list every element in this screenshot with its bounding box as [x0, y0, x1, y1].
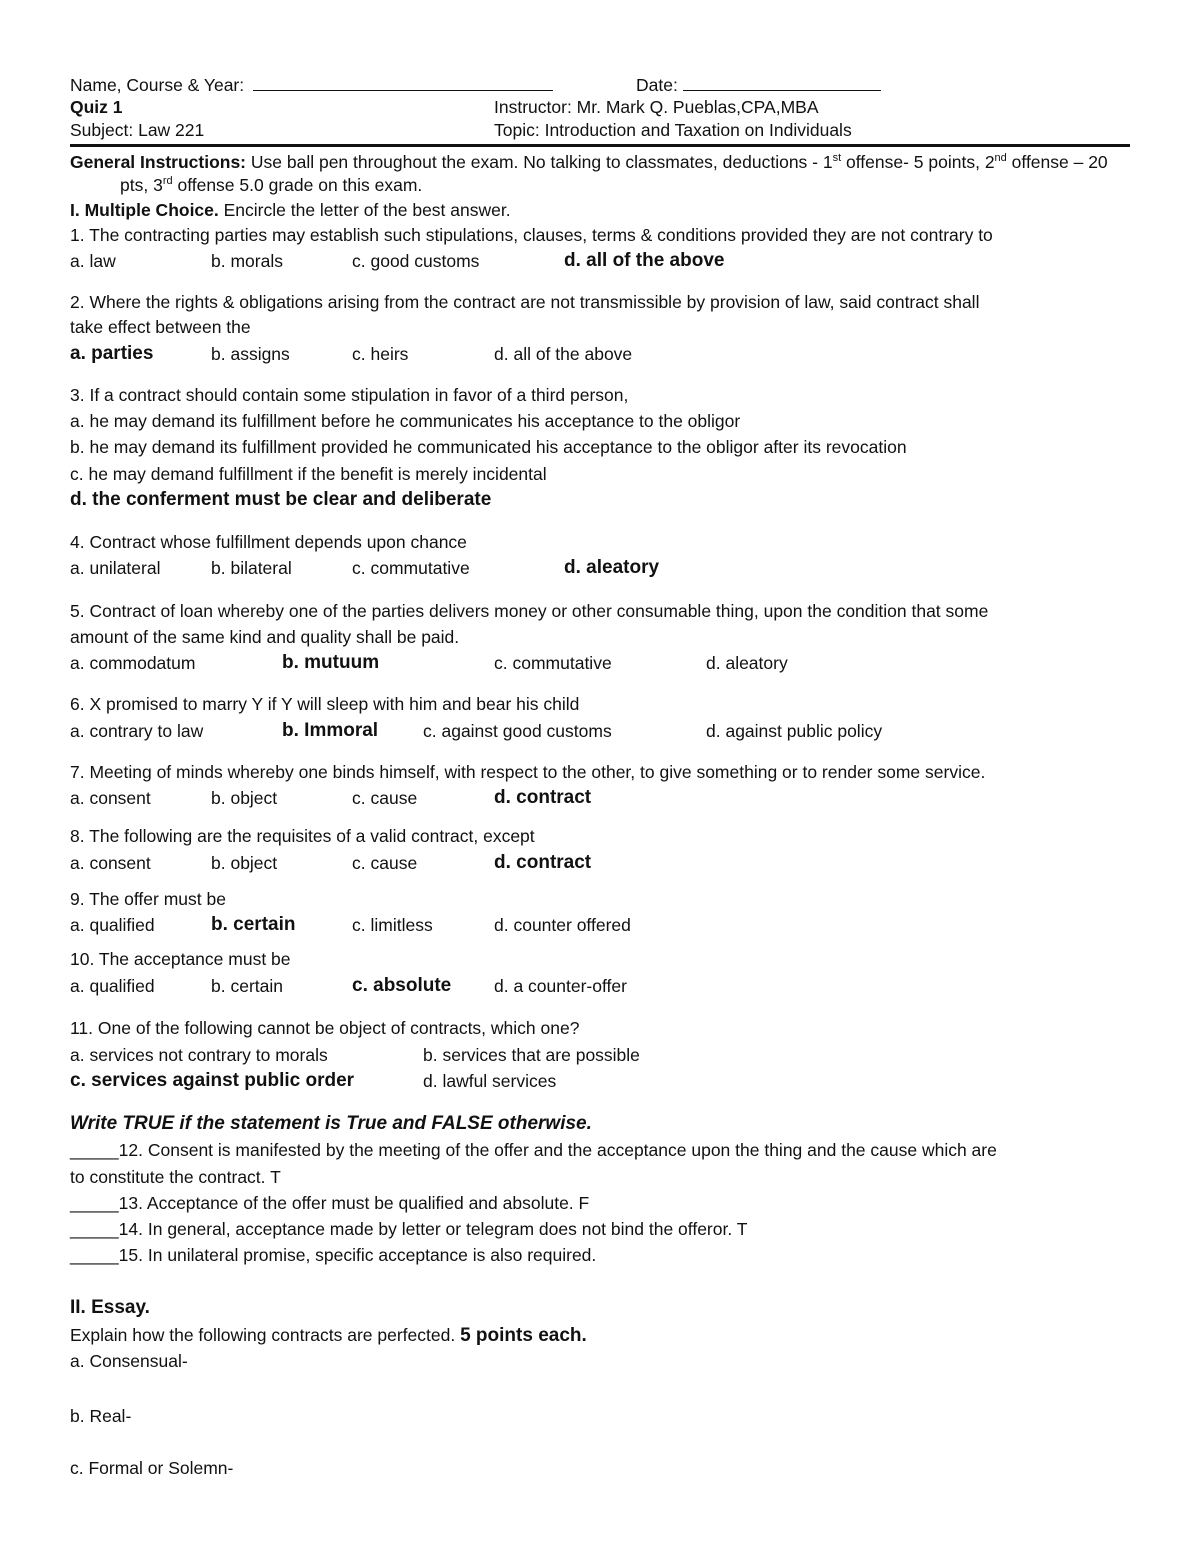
q11-choice-d[interactable]: d. lawful services: [423, 1071, 557, 1091]
tf-q14-text: 14. In general, acceptance made by letter or telegram does not bind the offeror. T: [118, 1219, 748, 1239]
q10-choice-c[interactable]: c. absolute: [352, 975, 452, 996]
sup-rd: rd: [162, 175, 173, 188]
q3-text: 3. If a contract should contain some stipulation in favor of a third person,: [70, 385, 629, 405]
q6-choice-c[interactable]: c. against good customs: [423, 721, 612, 741]
answer-blank[interactable]: _____: [70, 1140, 119, 1160]
essay-item-c[interactable]: c. Formal or Solemn-: [70, 1458, 234, 1478]
q2-choice-b[interactable]: b. assigns: [211, 344, 290, 364]
q5-choice-b[interactable]: b. mutuum: [282, 652, 380, 673]
answer-blank[interactable]: _____: [70, 1219, 119, 1239]
q7-text: 7. Meeting of minds whereby one binds himself, with respect to the other, to give something or to render some service.: [70, 762, 986, 782]
tf-q13-text: 13. Acceptance of the offer must be qualified and absolute. F: [118, 1193, 590, 1213]
tf-q15: [70, 1245, 596, 1265]
q4-choice-d[interactable]: d. aleatory: [564, 557, 660, 578]
q8-choice-a[interactable]: a. consent: [70, 853, 151, 873]
part1-instruction: Encircle the letter of the best answer.: [218, 200, 511, 220]
q3-choice-d[interactable]: d. the conferment must be clear and deliberate: [70, 489, 492, 510]
q8-choice-c[interactable]: c. cause: [352, 853, 418, 873]
q10-text: 10. The acceptance must be: [70, 949, 291, 969]
q2-text-cont: take effect between the: [70, 317, 251, 337]
tf-q12-text: 12. Consent is manifested by the meeting of the offer and the acceptance upon the thing and the cause which are: [118, 1140, 997, 1160]
date-label: Date:: [636, 75, 678, 95]
tf-title: Write TRUE if the statement is True and FALSE otherwise.: [70, 1113, 592, 1134]
essay-instruction: [70, 1325, 587, 1347]
answer-blank[interactable]: _____: [70, 1193, 119, 1213]
q9-choice-a[interactable]: a. qualified: [70, 915, 155, 935]
quiz-title: Quiz 1: [70, 97, 123, 117]
q1-choice-c[interactable]: c. good customs: [352, 251, 480, 271]
q5-text: 5. Contract of loan whereby one of the parties delivers money or other consumable thing, upon the condition that some: [70, 601, 989, 621]
sup-nd: nd: [994, 152, 1007, 165]
instructions-text: offense – 20: [1006, 152, 1108, 172]
q4-choice-a[interactable]: a. unilateral: [70, 558, 161, 578]
tf-q12-cont: to constitute the contract. T: [70, 1167, 281, 1187]
q1-choice-d[interactable]: d. all of the above: [564, 250, 725, 271]
q5-choice-a[interactable]: a. commodatum: [70, 653, 196, 673]
q4-choice-b[interactable]: b. bilateral: [211, 558, 292, 578]
instructor: Instructor: Mr. Mark Q. Pueblas,CPA,MBA: [494, 97, 819, 117]
q5-choice-c[interactable]: c. commutative: [494, 653, 612, 673]
q8-choice-d[interactable]: d. contract: [494, 852, 592, 873]
topic: Topic: Introduction and Taxation on Individuals: [494, 120, 852, 140]
tf-q12: [70, 1140, 997, 1160]
q11-choice-a[interactable]: a. services not contrary to morals: [70, 1045, 328, 1065]
q6-choice-b[interactable]: b. Immoral: [282, 720, 379, 741]
q7-choice-b[interactable]: b. object: [211, 788, 278, 808]
instructions-label: General Instructions:: [70, 152, 247, 172]
q5-text-cont: amount of the same kind and quality shall be paid.: [70, 627, 460, 647]
name-label: Name, Course & Year:: [70, 75, 245, 95]
general-instructions: [70, 152, 1108, 172]
q7-choice-c[interactable]: c. cause: [352, 788, 418, 808]
q9-choice-b[interactable]: b. certain: [211, 914, 296, 935]
essay-item-a[interactable]: a. Consensual-: [70, 1351, 188, 1371]
q1-choice-b[interactable]: b. morals: [211, 251, 283, 271]
q11-choice-c[interactable]: c. services against public order: [70, 1070, 355, 1091]
q1-choice-a[interactable]: a. law: [70, 251, 116, 271]
q9-choice-d[interactable]: d. counter offered: [494, 915, 631, 935]
header-divider: [70, 144, 1130, 147]
essay-points: 5 points each.: [460, 1325, 587, 1346]
q11-text: 11. One of the following cannot be object of contracts, which one?: [70, 1018, 580, 1038]
essay-item-b[interactable]: b. Real-: [70, 1406, 132, 1426]
instructions-text: pts, 3: [120, 175, 163, 195]
tf-q14: [70, 1219, 747, 1239]
q2-choice-a[interactable]: a. parties: [70, 343, 154, 364]
subject: Subject: Law 221: [70, 120, 205, 140]
q3-choice-b[interactable]: b. he may demand its fulfillment provided he communicated his acceptance to the obligor after its revocation: [70, 437, 907, 457]
date-blank[interactable]: [683, 73, 881, 91]
q10-choice-a[interactable]: a. qualified: [70, 976, 155, 996]
q5-choice-d[interactable]: d. aleatory: [706, 653, 788, 673]
q8-text: 8. The following are the requisites of a valid contract, except: [70, 826, 535, 846]
instructions-text: offense- 5 points, 2: [841, 152, 995, 172]
q11-choice-b[interactable]: b. services that are possible: [423, 1045, 640, 1065]
essay-instruction-text: Explain how the following contracts are perfected.: [70, 1325, 461, 1345]
tf-q15-text: 15. In unilateral promise, specific acceptance is also required.: [118, 1245, 597, 1265]
answer-blank[interactable]: _____: [70, 1245, 119, 1265]
q6-choice-a[interactable]: a. contrary to law: [70, 721, 204, 741]
q10-choice-b[interactable]: b. certain: [211, 976, 283, 996]
essay-title: II. Essay.: [70, 1297, 150, 1318]
instructions-text: Use ball pen throughout the exam. No talking to classmates, deductions - 1: [246, 152, 833, 172]
q2-choice-c[interactable]: c. heirs: [352, 344, 409, 364]
q6-text: 6. X promised to marry Y if Y will sleep with him and bear his child: [70, 694, 580, 714]
name-blank[interactable]: [253, 73, 553, 91]
tf-q13: [70, 1193, 589, 1213]
sup-st: st: [832, 152, 842, 165]
q2-text: 2. Where the rights & obligations arising from the contract are not transmissible by provision of law, said contract shall: [70, 292, 980, 312]
q7-choice-d[interactable]: d. contract: [494, 787, 592, 808]
general-instructions-cont: [120, 175, 422, 195]
part1-title: I. Multiple Choice.: [70, 200, 219, 220]
q10-choice-d[interactable]: d. a counter-offer: [494, 976, 627, 996]
instructions-text: offense 5.0 grade on this exam.: [172, 175, 423, 195]
q3-choice-c[interactable]: c. he may demand fulfillment if the benefit is merely incidental: [70, 464, 547, 484]
q1-text: 1. The contracting parties may establish such stipulations, clauses, terms & conditions provided they are not contrary to: [70, 225, 993, 245]
q8-choice-b[interactable]: b. object: [211, 853, 278, 873]
q7-choice-a[interactable]: a. consent: [70, 788, 151, 808]
q4-text: 4. Contract whose fulfillment depends upon chance: [70, 532, 467, 552]
q9-choice-c[interactable]: c. limitless: [352, 915, 433, 935]
q4-choice-c[interactable]: c. commutative: [352, 558, 470, 578]
q6-choice-d[interactable]: d. against public policy: [706, 721, 883, 741]
date-line: [636, 73, 881, 95]
part1-heading: [70, 200, 511, 220]
q3-choice-a[interactable]: a. he may demand its fulfillment before he communicates his acceptance to the obligor: [70, 411, 741, 431]
q2-choice-d[interactable]: d. all of the above: [494, 344, 633, 364]
name-course-year-line: [70, 73, 553, 95]
q9-text: 9. The offer must be: [70, 889, 226, 909]
